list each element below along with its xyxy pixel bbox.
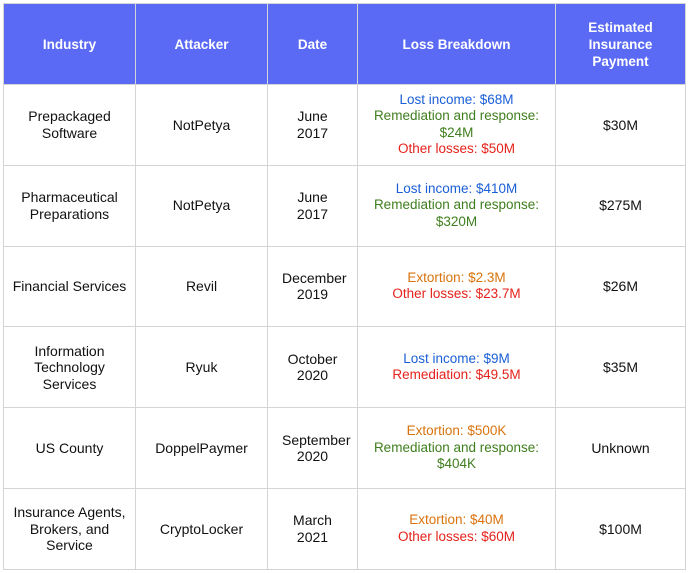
payment-cell: Unknown [556,408,686,489]
table-row [4,246,686,327]
industry-cell: US County [4,408,136,489]
payment-cell: $26M [556,246,686,327]
date-cell: March 2021 [268,488,358,569]
payment-cell: $275M [556,165,686,246]
loss-breakdown-cell [358,408,556,489]
attacker-cell: DoppelPaymer [136,408,268,489]
loss-item: Remediation and response: $320M [373,197,540,229]
header-estimated-insurance-payment: Estimated Insurance Payment [556,4,686,85]
loss-breakdown-cell [358,246,556,327]
date-cell: June 2017 [268,85,358,166]
loss-item: Lost income: $410M [395,180,518,196]
industry-cell: Insurance Agents, Brokers, and Service [4,488,136,569]
loss-breakdown-cell [358,488,556,569]
loss-item: Lost income: $9M [403,350,510,366]
attacker-cell: Revil [136,246,268,327]
date-cell: September 2020 [268,408,358,489]
payment-cell: $35M [556,327,686,408]
payment-cell: $100M [556,488,686,569]
date-cell: June 2017 [268,165,358,246]
table-row [4,488,686,569]
insurance-loss-table [3,3,686,570]
industry-cell: Financial Services [4,246,136,327]
attacker-cell: NotPetya [136,85,268,166]
date-cell: December 2019 [268,246,358,327]
header-row [4,4,686,85]
table-row [4,85,686,166]
loss-item: Remediation and response: $24M [373,108,540,140]
table-body [4,85,686,570]
header-industry: Industry [4,4,136,85]
date-cell: October 2020 [268,327,358,408]
industry-cell: Pharmaceutical Preparations [4,165,136,246]
payment-cell: $30M [556,85,686,166]
header-date: Date [268,4,358,85]
table-row [4,165,686,246]
loss-item: Extortion: $500K [406,423,507,439]
attacker-cell: NotPetya [136,165,268,246]
loss-item: Extortion: $40M [409,512,504,528]
table-row [4,408,686,489]
loss-item: Lost income: $68M [399,91,514,107]
header-attacker: Attacker [136,4,268,85]
loss-breakdown-cell [358,85,556,166]
header-loss-breakdown: Loss Breakdown [358,4,556,85]
industry-cell: Information Technology Services [4,327,136,408]
loss-item: Remediation: $49.5M [392,367,521,383]
loss-item: Other losses: $60M [397,528,516,544]
table-row [4,327,686,408]
attacker-cell: CryptoLocker [136,488,268,569]
loss-breakdown-cell [358,165,556,246]
attacker-cell: Ryuk [136,327,268,408]
loss-item: Other losses: $50M [397,141,516,157]
loss-breakdown-cell [358,327,556,408]
loss-item: Extortion: $2.3M [407,269,506,285]
loss-item: Remediation and response: $404K [373,439,540,472]
industry-cell: Prepackaged Software [4,85,136,166]
loss-item: Other losses: $23.7M [392,286,521,302]
